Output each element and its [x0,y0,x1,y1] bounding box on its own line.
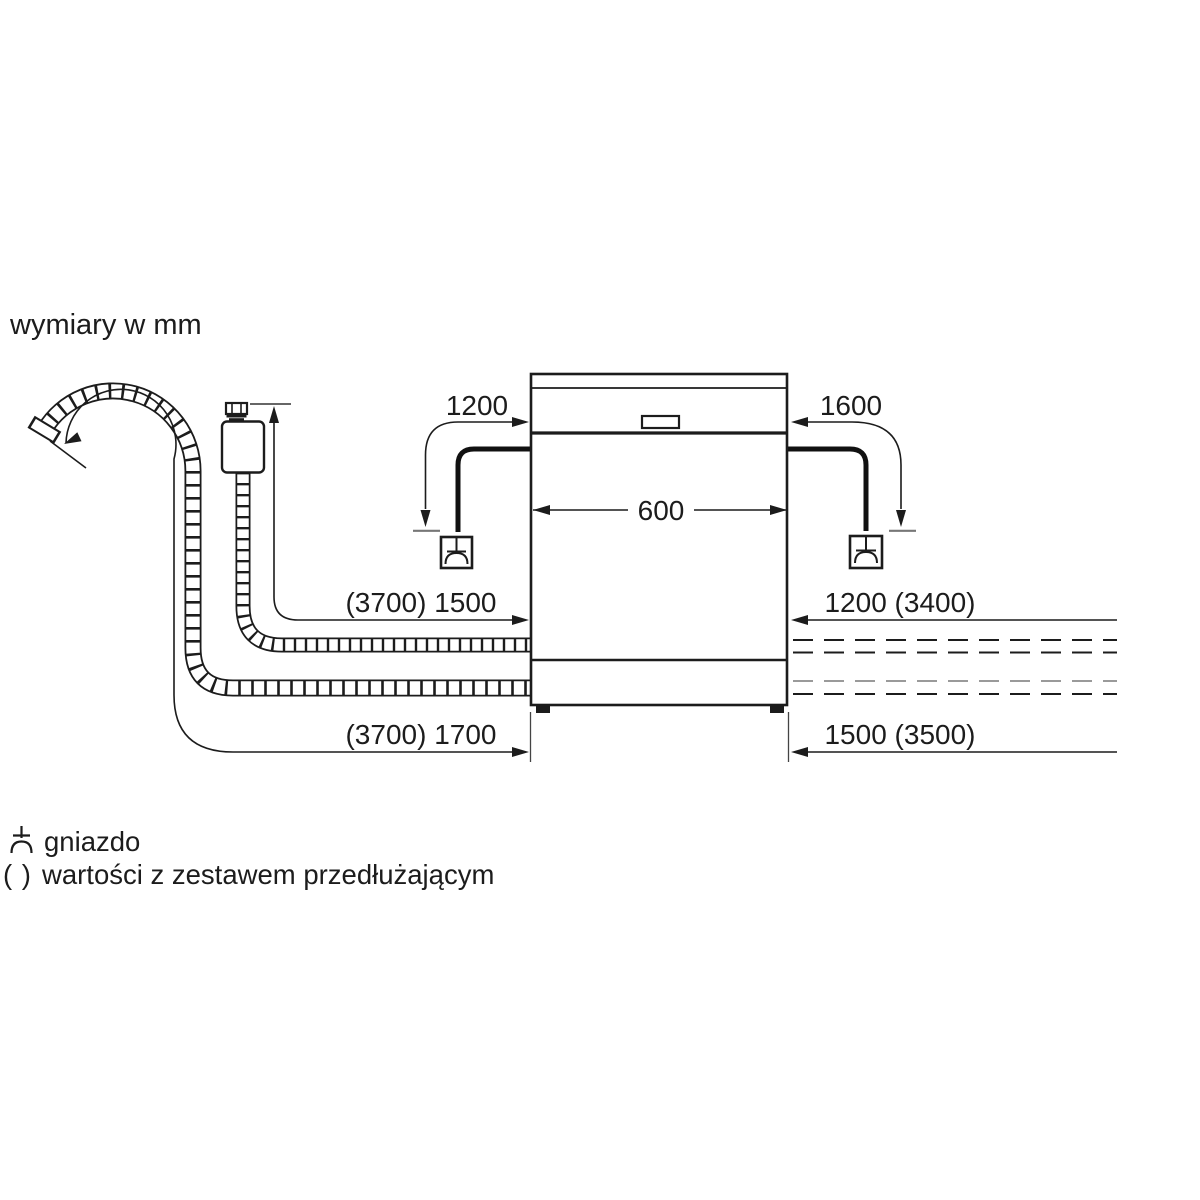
arrowhead-left [791,615,808,625]
diagram-title: wymiary w mm [10,309,202,341]
tap-nut [226,403,247,414]
extension-hose-dashed-lines [793,640,1117,694]
foot-right [770,704,784,713]
arrowhead-right [512,747,529,757]
hose-end-leader-line [50,441,86,468]
arrowhead-down [421,510,431,527]
legend-extension-label: wartości z zestawem przedłużającym [42,859,495,890]
arrowhead-right [512,417,529,427]
legend [3,826,494,890]
power-cable-right [784,449,866,531]
socket-icon [12,826,32,853]
foot-left [536,704,550,713]
drain-hose-dimension [50,389,529,757]
aquastop-body [222,422,264,473]
dim-label-power-cord-left: 1200 [445,390,509,421]
arrowhead-left [791,417,808,427]
arrowhead-up [269,406,279,423]
aquastop-connector [222,403,291,473]
legend-parens-symbol: ( ) [3,859,32,890]
dim-label-supply-hose: (3700) 1500 [345,587,497,618]
dim-label-right-supply-extension: 1200 (3400) [824,587,976,618]
dim-label-drain-hose: (3700) 1700 [345,719,497,750]
arrowhead-down [896,510,906,527]
door-handle [642,416,679,428]
arrowhead-right [512,615,529,625]
dim-label-appliance-width: 600 [637,495,685,526]
power-cable-left [458,449,534,532]
socket-icon-left [441,537,472,568]
dim-label-power-cord-right: 1600 [819,390,883,421]
power-cord-right-dimension [791,417,916,531]
arrowhead-left [791,747,808,757]
socket-icon-right [850,536,882,568]
dim-label-right-drain-extension: 1500 (3500) [824,719,976,750]
power-cord-left-dimension [413,417,529,531]
legend-socket-label: gniazdo [44,826,141,857]
dishwasher [531,374,789,762]
